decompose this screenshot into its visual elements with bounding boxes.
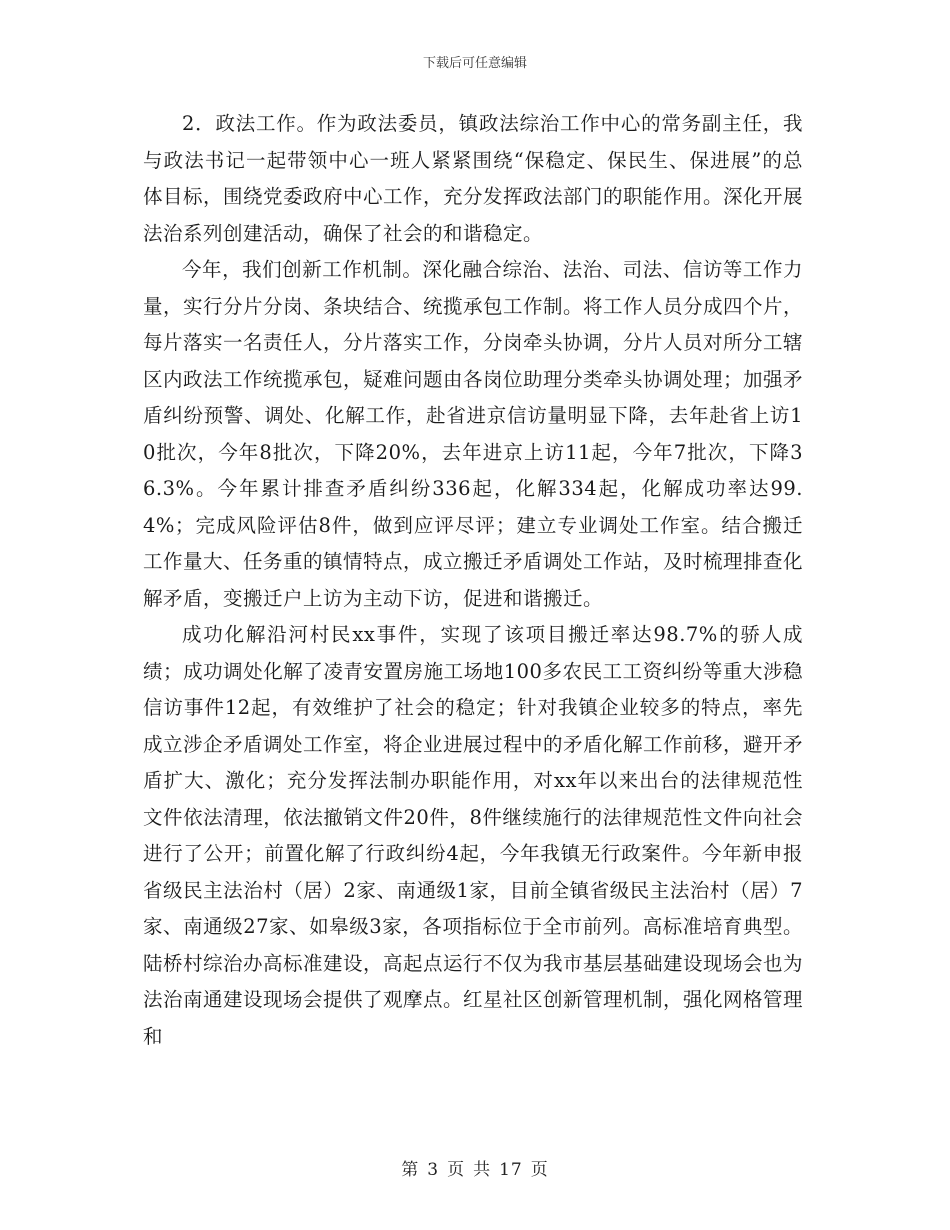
page-header: 下载后可任意编辑 (422, 56, 527, 71)
document-body (143, 106, 803, 1055)
footer-label-page-unit: 页 (447, 1160, 466, 1180)
footer-label-page: 第 (401, 1160, 420, 1180)
footer-label-total-unit: 页 (530, 1160, 549, 1180)
paragraph-work-mechanism: 今年，我们创新工作机制。深化融合综治、法治、司法、信访等工作力量，实行分片分岗、条块结合、统揽承包工作制。将工作人员分成四个片，每片落实一名责任人，分片落实工作，分岗牵头协调，分片人员对所分工辖区内政法工作统揽承包，疑难问题由各岗位助理分类牵头协调处理；加强矛盾纠纷预警、调处、化解工作，赴省进京信访量明显下降，去年赴省上访10批次，今年8批次，下降20%，去年进京上访11起，今年7批次，下降36.3%。今年累计排查矛盾纠纷336起，化解334起，化解成功率达99.4%；完成风险评估8件，做到应评尽评；建立专业调处工作室。结合搬迁工作量大、任务重的镇情特点，成立搬迁矛盾调处工作站，及时梳理排查化解矛盾，变搬迁户上访为主动下访，促进和谐搬迁。 (143, 258, 804, 610)
paragraph-dispute-resolution: 成功化解沿河村民xx事件，实现了该项目搬迁率达98.7%的骄人成绩；成功调处化解了凌青安置房施工场地100多农民工工资纠纷等重大涉稳信访事件12起，有效维护了社会的稳定；针对我镇企业较多的特点，率先成立涉企矛盾调处工作室，将企业进展过程中的矛盾化解工作前移，避开矛盾扩大、激化；充分发挥法制办职能作用，对xx年以来出台的法律规范性文件依法清理，依法撤销文件20件，8件继续施行的法律规范性文件向社会进行了公开；前置化解了行政纠纷4起，今年我镇无行政案件。今年新申报省级民主法治村（居）2家、南通级1家，目前全镇省级民主法治村（居）7家、南通级27家、如皋级3家，各项指标位于全市前列。高标准培育典型。陆桥村综治办高标准建设，高起点运行不仅为我市基层基础建设现场会也为法治南通建设现场会提供了观摩点。红星社区创新管理机制，强化网格管理和 (143, 623, 804, 1048)
footer-total-pages: 17 (499, 1160, 523, 1180)
paragraph-political-legal-work: 2．政法工作。作为政法委员，镇政法综治工作中心的常务副主任，我与政法书记一起带领中心一班人紧紧围绕“保稳定、保民生、保进展”的总体目标，围绕党委政府中心工作，充分发挥政法部门的职能作用。深化开展法治系列创建活动，确保了社会的和谐稳定。 (143, 112, 804, 245)
page-footer (0, 1155, 950, 1180)
footer-label-total: 共 (473, 1160, 492, 1180)
footer-current-page: 3 (427, 1160, 440, 1180)
